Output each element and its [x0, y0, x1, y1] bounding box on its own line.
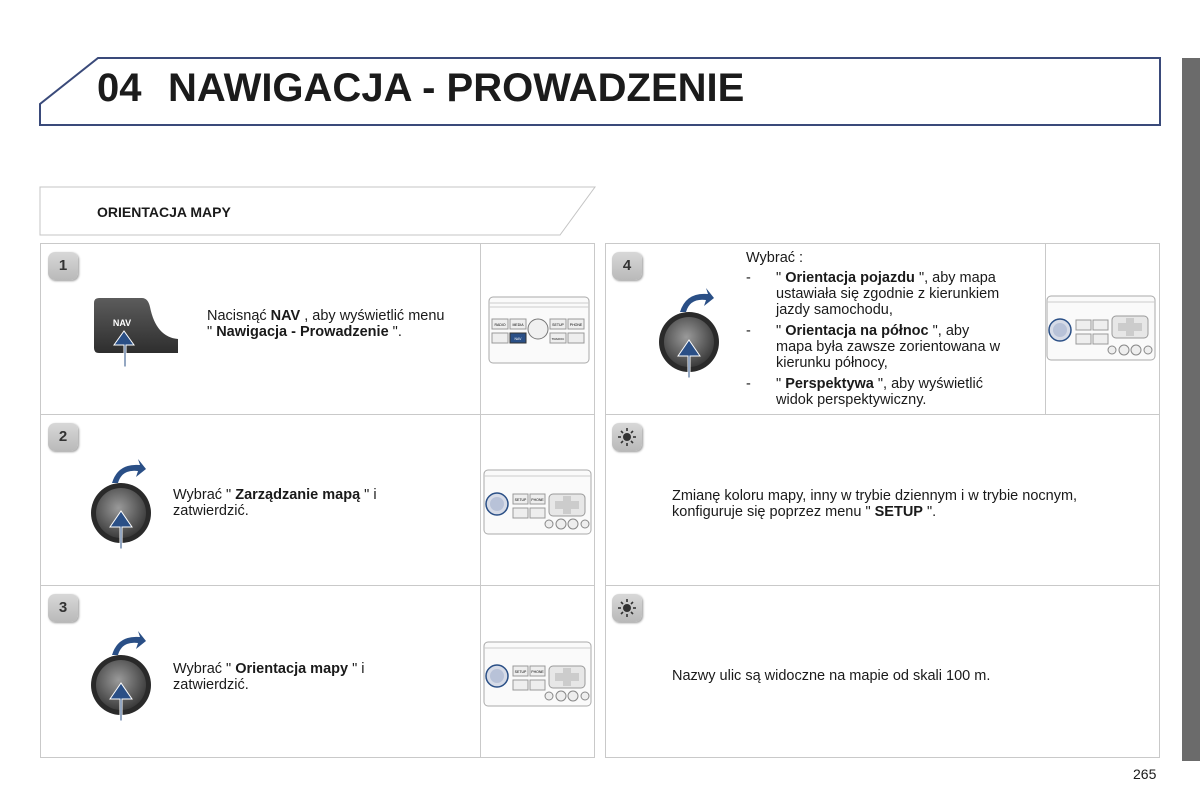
svg-text:PHONE: PHONE — [569, 323, 583, 327]
tip-light-icon — [612, 594, 642, 622]
svg-text:SETUP: SETUP — [552, 323, 564, 327]
svg-text:MEDIA: MEDIA — [512, 323, 524, 327]
side-tab-bar — [1182, 58, 1200, 761]
svg-text:SETUP: SETUP — [514, 498, 527, 502]
option-orientacja-pojazdu: " Orientacja pojazdu ", aby mapa ustawiała się zgodnie z kierunkiem jazdy samochodu, — [776, 270, 1000, 318]
rotary-knob-illustration — [88, 455, 158, 550]
page-number: 265 — [1133, 766, 1157, 782]
step-badge-4: 4 — [612, 252, 642, 280]
step-1-text: Nacisnąć NAV , aby wyświetlić menu " Nawigacja - Prowadzenie ". — [207, 308, 445, 340]
option-perspektywa: " Perspektywa ", aby wyświetlić widok perspektywiczny. — [776, 376, 983, 408]
step-badge-3: 3 — [48, 594, 78, 622]
left-column-divider — [480, 243, 481, 758]
svg-text:PHONE: PHONE — [531, 498, 544, 502]
rotary-knob-illustration — [88, 627, 158, 722]
radio-panel-illustration — [1046, 294, 1158, 364]
radio-panel-illustration — [483, 468, 593, 538]
list-bullet: - — [746, 323, 751, 339]
list-bullet: - — [746, 270, 751, 286]
rotary-knob-illustration — [656, 284, 726, 379]
chapter-title: NAWIGACJA - PROWADZENIE — [168, 66, 745, 110]
nav-key-illustration — [90, 295, 180, 370]
list-bullet: - — [746, 376, 751, 392]
tip-1-text: Zmianę koloru mapy, inny w trybie dziennym i w trybie nocnym, konfiguruje się poprzez menu " SETUP ". — [672, 488, 1078, 520]
step-badge-1: 1 — [48, 252, 78, 280]
step-badge-2: 2 — [48, 423, 78, 451]
option-orientacja-na-polnoc: " Orientacja na północ ", aby mapa była zawsze zorientowana w kierunku północy, — [776, 323, 1001, 371]
tip-2-text: Nazwy ulic są widoczne na mapie od skali 100 m. — [672, 668, 991, 684]
svg-text:RADIO: RADIO — [494, 323, 506, 327]
svg-text:PHONE: PHONE — [531, 670, 544, 674]
radio-panel-illustration — [483, 640, 593, 710]
chapter-number: 04 — [97, 66, 142, 110]
svg-text:SETUP: SETUP — [514, 670, 527, 674]
nav-key-label: NAV — [112, 318, 132, 328]
svg-text:TRAFFIC: TRAFFIC — [551, 337, 565, 341]
section-title: ORIENTACJA MAPY — [97, 204, 231, 220]
step-2-text: Wybrać " Zarządzanie mapą " i zatwierdzić. — [173, 487, 377, 519]
svg-text:NAV: NAV — [514, 337, 522, 341]
tip-light-icon — [612, 423, 642, 451]
radio-panel-illustration — [488, 295, 590, 367]
step-3-text: Wybrać " Orientacja mapy " i zatwierdzić. — [173, 661, 365, 693]
step-4-intro: Wybrać : — [746, 250, 804, 266]
